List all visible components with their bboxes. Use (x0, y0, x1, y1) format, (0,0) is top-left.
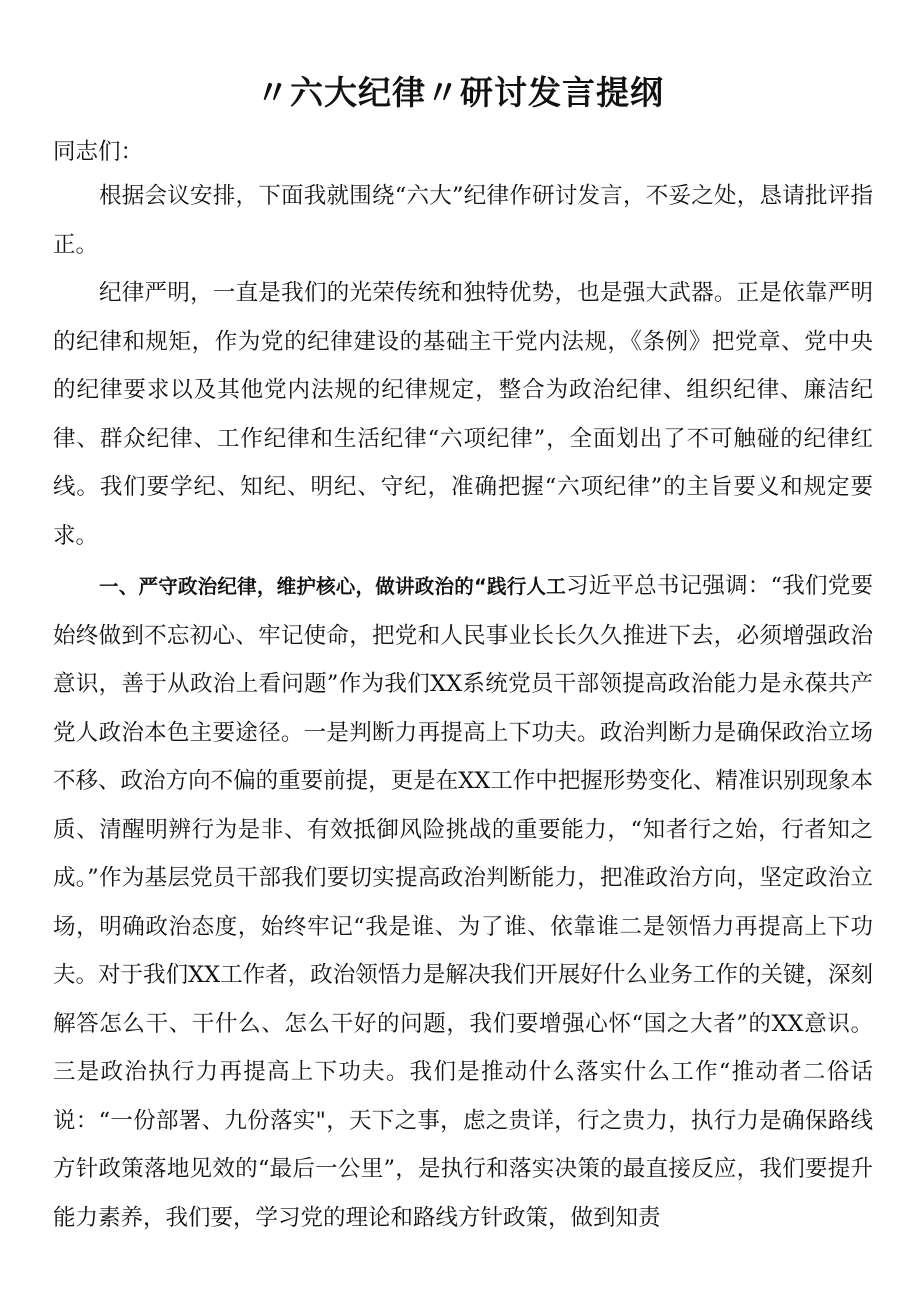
paragraph-intro: 根据会议安排，下面我就围绕“六大”纪律作研讨发言，不妥之处，恳请批评指正。 (53, 183, 873, 258)
section-one-body: 习近平总书记强调：“我们党要始终做到不忘初心、牢记使命，把党和人民事业长长久久推进下去，必须增强政治意识，善于从政治上看问题”作为我们XX系统党员干部领提高政治能力是永葆共产党人政治本色主要途径。一是判断力再提高上下功夫。政治判断力是确保政治立场不移、政治方向不偏的重要前提，更是在XX工作中把握形势变化、精准识别现象本质、清醒明辨行为是非、有效抵御风险挑战的重要能力，“知者行之始，行者知之成。”作为基层党员干部我们要切实提高政治判断能力，把准政治方向，坚定政治立场，明确政治态度，始终牢记“我是谁、为了谁、依靠谁二是领悟力再提高上下功夫。对于我们XX工作者，政治领悟力是解决我们开展好什么业务工作的关键，深刻解答怎么干、干什么、怎么干好的问题，我们要增强心怀“国之大者”的XX意识。三是政治执行力再提高上下功夫。我们是推动什么落实什么工作“推动者二俗话说：“一份部署、九份落实"，天下之事，虑之贵详，行之贵力，执行力是确保路线方针政策落地见效的“最后一公里”，是执行和落实决策的最直接反应，我们要提升能力素养，我们要，学习党的理论和路线方针政策，做到知责 (53, 573, 873, 1231)
section-one-heading: 一、严守政治纪律，维护核心，做讲政治的“践行人工 (99, 575, 566, 598)
salutation: 同志们： (53, 139, 144, 165)
paragraph-discipline: 纪律严明，一直是我们的光荣传统和独特优势，也是强大武器。正是依靠严明的纪律和规矩，作为党的纪律建设的基础主干党内法规，《条例》把党章、党中央的纪律要求以及其他党内法规的纪律规定，整合为政治纪律、组织纪律、廉洁纪律、群众纪律、工作纪律和生活纪律“六项纪律”，全面划出了不可触碰的纪律红线。我们要学纪、知纪、明纪、守纪，准确把握“六项纪律”的主旨要义和规定要求。 (53, 280, 873, 549)
section-one-paragraph (53, 562, 873, 1242)
document-title: 〃六大纪律〃研讨发言提纲 (256, 73, 664, 112)
